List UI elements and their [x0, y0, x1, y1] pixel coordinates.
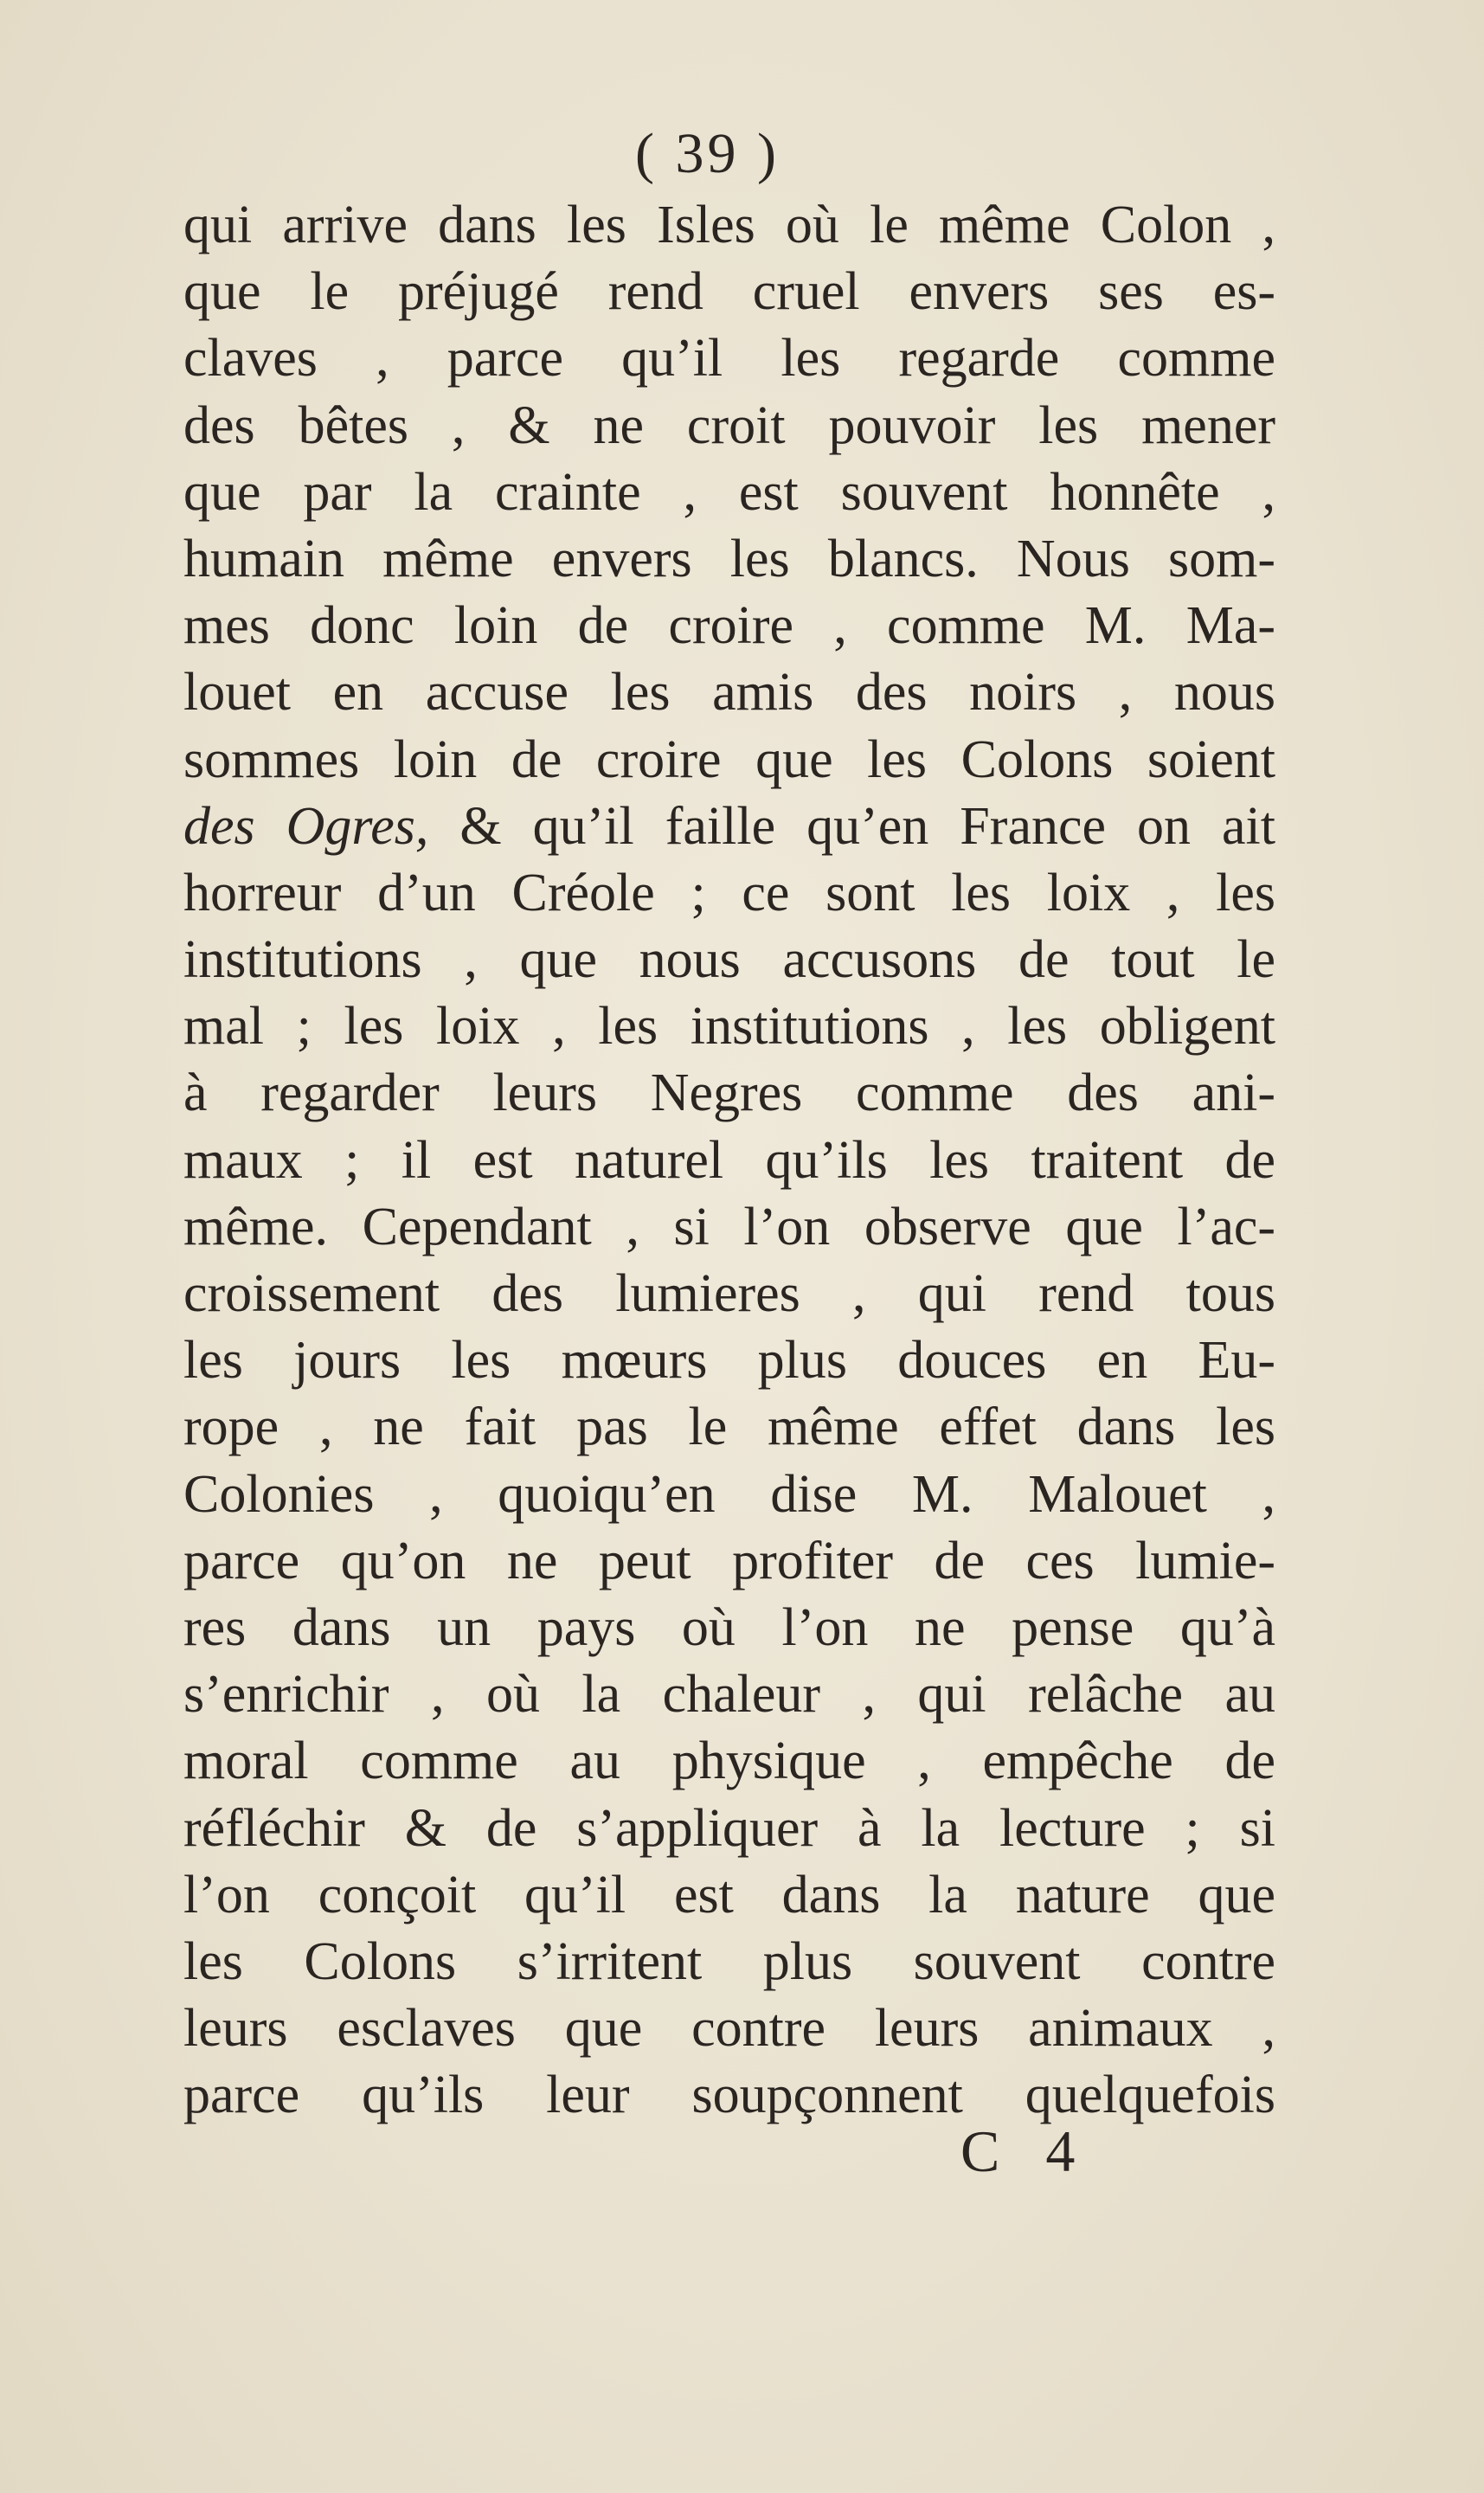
- text-line: réfléchir & de s’appliquer à la lecture ; si: [183, 1798, 1275, 1858]
- text-line: sommes loin de croire que les Colons soient: [183, 729, 1275, 789]
- text-line: s’enrichir , où la chaleur , qui relâche au: [183, 1665, 1275, 1725]
- text-line: que par la crainte , est souvent honnête ,: [183, 462, 1275, 522]
- text-line: mal ; les loix , les institutions , les obligent: [183, 997, 1275, 1057]
- text-line: parce qu’ils leur soupçonnent quelquefois: [183, 2066, 1275, 2125]
- page-number: ( 39 ): [635, 122, 780, 185]
- text-line: l’on conçoit qu’il est dans la nature que: [183, 1865, 1275, 1924]
- text-line: parce qu’on ne peut profiter de ces lumie-: [183, 1531, 1275, 1590]
- text-line: mes donc loin de croire , comme M. Ma-: [183, 596, 1275, 656]
- text-line: Colonies , quoiqu’en dise M. Malouet ,: [183, 1464, 1275, 1524]
- text-line: humain même envers les blancs. Nous som-: [183, 529, 1275, 588]
- text-line: des bêtes , & ne croit pouvoir les mener: [183, 395, 1275, 455]
- italic-phrase: des Ogres,: [183, 796, 429, 856]
- text-line: les jours les mœurs plus douces en Eu-: [183, 1331, 1275, 1391]
- text-line-rest: & qu’il faille qu’en France on ait: [459, 796, 1275, 856]
- text-line: moral comme au physique , empêche de: [183, 1732, 1275, 1791]
- text-line-with-italic: [183, 794, 1275, 860]
- signature-mark: C 4: [960, 2118, 1091, 2184]
- text-line: à regarder leurs Negres comme des ani-: [183, 1063, 1275, 1123]
- text-line: res dans un pays où l’on ne pense qu’à: [183, 1597, 1275, 1657]
- text-line: institutions , que nous accusons de tout le: [183, 930, 1275, 990]
- text-line: les Colons s’irritent plus souvent contre: [183, 1931, 1275, 1991]
- body-text: [183, 192, 1275, 2129]
- text-line: que le préjugé rend cruel envers ses es-: [183, 262, 1275, 322]
- text-line: maux ; il est naturel qu’ils les traitent de: [183, 1130, 1275, 1190]
- text-line: leurs esclaves que contre leurs animaux ,: [183, 1999, 1275, 2059]
- text-line: qui arrive dans les Isles où le même Colon ,: [183, 196, 1275, 254]
- text-line: rope , ne fait pas le même effet dans les: [183, 1397, 1275, 1457]
- text-line: croissement des lumieres , qui rend tous: [183, 1264, 1275, 1323]
- text-line: louet en accuse les amis des noirs , nous: [183, 663, 1275, 723]
- text-line: claves , parce qu’il les regarde comme: [183, 329, 1275, 389]
- text-line: horreur d’un Créole ; ce sont les loix , les: [183, 863, 1275, 922]
- text-line: même. Cependant , si l’on observe que l’ac-: [183, 1197, 1275, 1256]
